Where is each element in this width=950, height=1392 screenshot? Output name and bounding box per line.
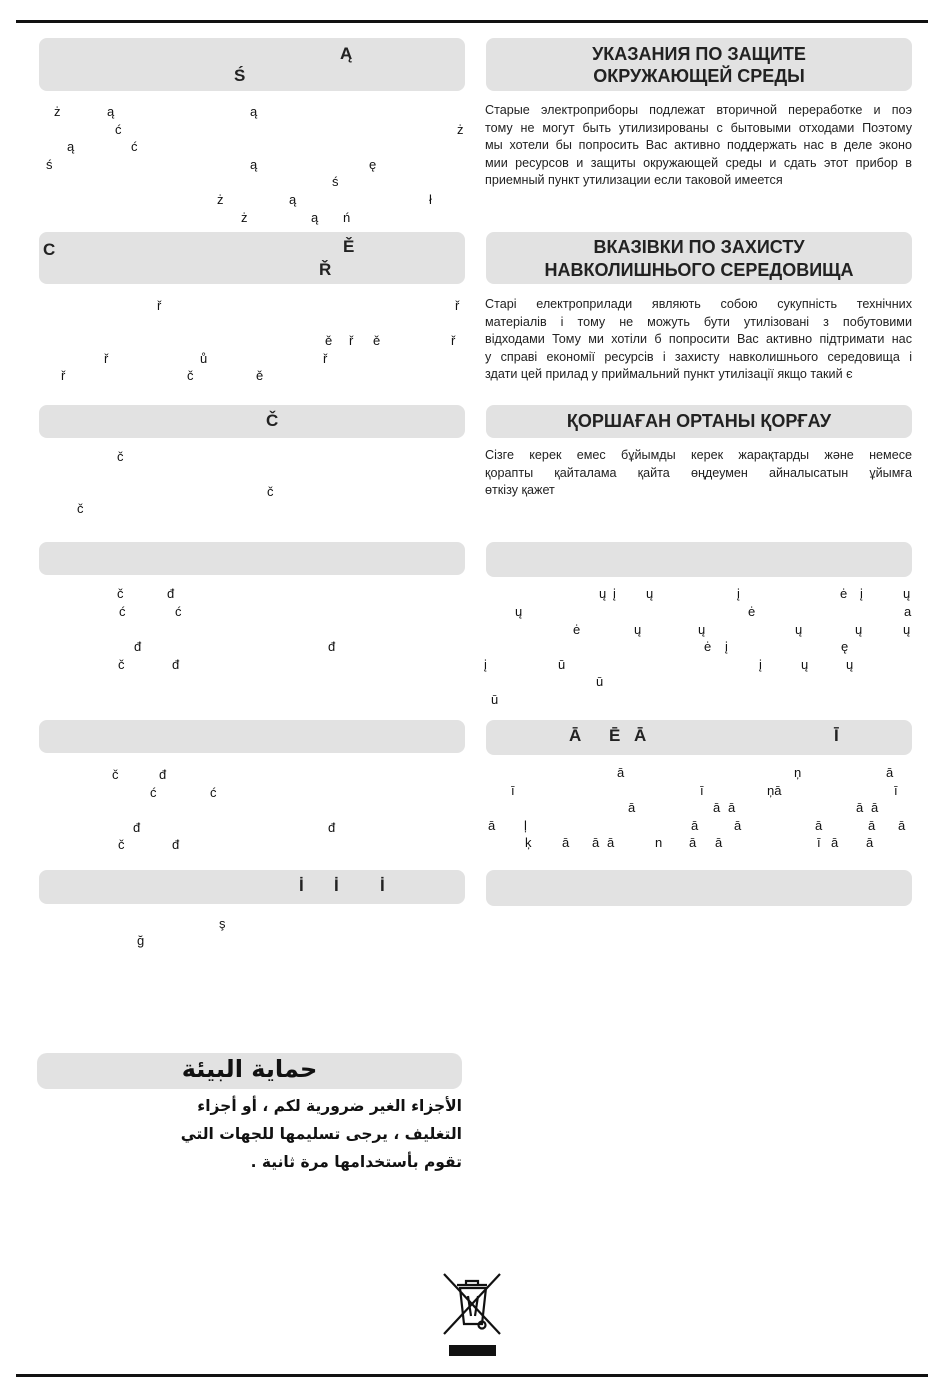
lithuanian-glyph: ū [596, 674, 604, 689]
lithuanian-glyph: į [484, 657, 487, 672]
czech-glyph: ř [104, 351, 109, 366]
slovenian-glyph: đ [172, 837, 180, 852]
polish-glyph: ś [46, 157, 53, 172]
slovenian-glyph: đ [159, 767, 167, 782]
slovak-title: Č [266, 411, 279, 430]
russian-line: мы хотели бы попросить Вас активно поддержать нас в деле эконо [485, 138, 912, 153]
latvian-title-glyph: Ē [609, 726, 621, 745]
croatian-glyph: đ [172, 657, 180, 672]
polish-glyph: ą [311, 210, 319, 225]
latvian-glyph: ļ [524, 818, 527, 833]
russian-line: приемный пункт утилизации если таковой имеется [485, 173, 783, 188]
czech-header [39, 232, 465, 284]
polish-glyph: ż [217, 192, 224, 207]
kazakh-title: ҚОРШАҒАН ОРТАНЫ ҚОРҒАУ [566, 411, 832, 431]
czech-glyph: ě [325, 333, 333, 348]
russian-line: Старые электроприборы подлежат вторичной переработке и поэ [485, 103, 912, 117]
latvian-glyph: ā [868, 818, 876, 833]
lithuanian-glyph: ė [840, 586, 848, 601]
latvian-glyph: ā [871, 800, 879, 815]
polish-title-line2: Ś [234, 66, 246, 85]
latvian-glyph: ā [488, 818, 496, 833]
russian-header [486, 38, 912, 91]
polish-title-line1: Ą [340, 44, 353, 63]
lithuanian-glyph: ų [599, 586, 607, 601]
polish-glyph: ą [107, 104, 115, 119]
latvian-glyph: ā [562, 835, 570, 850]
lithuanian-glyph: į [725, 639, 728, 654]
polish-glyph: ć [115, 122, 122, 137]
polish-glyph: ż [54, 104, 61, 119]
latvian-glyph: ā [734, 818, 742, 833]
slovenian-glyph: ć [210, 785, 217, 800]
lithuanian-glyph: ų [515, 604, 523, 619]
turkish-header [39, 870, 465, 904]
polish-glyph: ń [343, 210, 351, 225]
croatian-glyph: đ [328, 639, 336, 654]
ukrainian-line: відходами Тому ми хотіли б попросити Вас активно підтримати нас [485, 332, 912, 347]
slovenian-header [39, 720, 465, 753]
polish-glyph: ą [289, 192, 297, 207]
turkish-title-glyph: İ [299, 876, 304, 895]
latvian-glyph: ņā [767, 783, 782, 798]
russian-title-line1: УКАЗАНИЯ ПО ЗАЩИТЕ [592, 44, 806, 64]
ukrainian-header [486, 232, 912, 284]
slovak-glyph: č [77, 501, 84, 516]
kazakh-header [486, 405, 912, 438]
russian-body [485, 102, 912, 190]
ukrainian-line: матеріалів і тому не можуть бути утилізовані з побутовими [485, 314, 912, 329]
czech-glyph: č [187, 368, 194, 383]
czech-glyph: ř [61, 368, 66, 383]
top-rule [16, 20, 928, 23]
lithuanian-glyph: ų [855, 622, 863, 637]
latvian-glyph: ā [592, 835, 600, 850]
croatian-glyph: č [117, 586, 124, 601]
ukrainian-line: Старі електроприлади являють собою сукупність технічних [485, 297, 912, 311]
lithuanian-glyph: į [759, 657, 762, 672]
lithuanian-header [486, 542, 912, 577]
czech-title-left: C [43, 240, 56, 259]
czech-glyph: ř [323, 351, 328, 366]
latvian-glyph: ī [511, 783, 515, 798]
bottom-rule [16, 1374, 928, 1377]
latvian-glyph: ī [700, 783, 704, 798]
kazakh-line: Сізге керек емес бұйымды керек жарақтарды және немесе [485, 448, 912, 462]
lithuanian-glyph: ė [748, 604, 756, 619]
slovenian-glyph: č [118, 837, 125, 852]
slovenian-glyph: đ [133, 820, 141, 835]
lithuanian-glyph: ū [491, 692, 499, 707]
arabic-body [150, 1092, 462, 1176]
czech-title-line1: Ě [343, 237, 355, 256]
czech-glyph: ř [451, 333, 456, 348]
lithuanian-glyph: ų [903, 622, 911, 637]
arabic-line: تقوم بأستخدامها مرة ثانية . [250, 1153, 462, 1171]
polish-glyph: ć [131, 139, 138, 154]
latvian-glyph: ā [715, 835, 723, 850]
latvian-glyph: ā [713, 800, 721, 815]
ukrainian-title-line2: НАВКОЛИШНЬОГО СЕРЕДОВИЩА [544, 260, 854, 280]
lithuanian-glyph: ū [558, 657, 566, 672]
lithuanian-glyph: a [904, 604, 912, 619]
polish-glyph: ą [250, 157, 258, 172]
czech-glyph: ř [349, 333, 354, 348]
arabic-title: حماية البيئة [181, 1055, 318, 1083]
latvian-glyph: ņ [794, 765, 802, 780]
croatian-glyph: ć [175, 604, 182, 619]
latvian-glyph: ā [815, 818, 823, 833]
latvian-glyph: n [655, 835, 663, 850]
latvian-glyph: ā [689, 835, 697, 850]
kazakh-line: қорапты қайталама қайта өңдеумен айналысатын ұйымға [485, 465, 912, 480]
ukrainian-title-line1: ВКАЗІВКИ ПО ЗАХИСТУ [593, 237, 805, 257]
latvian-glyph: ā [617, 765, 625, 780]
croatian-glyph: đ [167, 586, 175, 601]
arabic-header [37, 1053, 462, 1089]
slovenian-glyph: đ [328, 820, 336, 835]
czech-title-line2: Ř [319, 260, 332, 279]
kazakh-line: өткізу қажет [485, 483, 555, 498]
polish-glyph: ż [457, 122, 464, 137]
czech-glyph: ě [256, 368, 264, 383]
lithuanian-glyph: ų [698, 622, 706, 637]
latvian-title-glyph: Ā [569, 726, 582, 745]
croatian-glyph: ć [119, 604, 126, 619]
ukrainian-line: у справі економії ресурсів і захисту навколишнього середовища і [485, 349, 912, 364]
latvian-glyph: ā [866, 835, 874, 850]
polish-glyph: ę [369, 157, 377, 172]
croatian-header [39, 542, 465, 575]
empty-header [486, 870, 912, 906]
turkish-title-glyph: İ [334, 876, 339, 895]
arabic-line: الأجزاء الغير ضرورية لكم ، أو أجزاء [197, 1097, 462, 1115]
turkish-title-glyph: İ [380, 876, 385, 895]
polish-glyph: ą [250, 104, 258, 119]
latvian-title-glyph: Ī [834, 726, 839, 745]
lithuanian-glyph: ų [795, 622, 803, 637]
slovak-glyph: č [117, 449, 124, 464]
turkish-glyph: ş [219, 916, 226, 931]
slovak-header [39, 405, 465, 438]
latvian-glyph: ā [886, 765, 894, 780]
russian-line: тому не могут быть утилизированы с бытовыми отходами Поэтому [485, 120, 912, 135]
slovenian-glyph: č [112, 767, 119, 782]
latvian-glyph: ā [831, 835, 839, 850]
czech-glyph: ř [455, 298, 460, 313]
lithuanian-glyph: ų [646, 586, 654, 601]
croatian-glyph: đ [134, 639, 142, 654]
lithuanian-glyph: į [737, 586, 740, 601]
lithuanian-glyph: ę [841, 639, 849, 654]
latvian-glyph: ā [728, 800, 736, 815]
lithuanian-glyph: ų [634, 622, 642, 637]
lithuanian-glyph: į [613, 586, 616, 601]
latvian-glyph: ī [894, 783, 898, 798]
polish-glyph: ś [332, 174, 339, 189]
russian-title-line2: ОКРУЖАЮЩЕЙ СРЕДЫ [593, 66, 805, 86]
ukrainian-line: здати цей прилад у приймальний пункт утилізації якщо такий є [485, 367, 853, 382]
czech-glyph: ů [200, 351, 208, 366]
slovenian-glyph: ć [150, 785, 157, 800]
latvian-title-glyph: Ā [634, 726, 647, 745]
latvian-header [486, 720, 912, 755]
lithuanian-glyph: ų [903, 586, 911, 601]
lithuanian-glyph: ų [846, 657, 854, 672]
lithuanian-glyph: ė [704, 639, 712, 654]
latvian-glyph: ā [691, 818, 699, 833]
latvian-glyph: ā [607, 835, 615, 850]
arabic-line: التغليف ، يرجى تسليمها للجهات التي [180, 1125, 462, 1143]
croatian-glyph: č [118, 657, 125, 672]
lithuanian-glyph: ų [801, 657, 809, 672]
polish-glyph: ł [429, 192, 432, 207]
czech-glyph: ř [157, 298, 162, 313]
latvian-glyph: ā [856, 800, 864, 815]
turkish-glyph: ğ [137, 933, 145, 948]
slovak-glyph: č [267, 484, 274, 499]
kazakh-body [485, 447, 912, 500]
latvian-glyph: ķ [525, 835, 532, 850]
ukrainian-body [485, 296, 912, 384]
polish-header [39, 38, 465, 91]
lithuanian-glyph: ė [573, 622, 581, 637]
latvian-glyph: ā [628, 800, 636, 815]
russian-line: мии ресурсов и защиты окружающей среды и сдать этот прибор в [485, 155, 912, 170]
czech-glyph: ě [373, 333, 381, 348]
latvian-glyph: ī [817, 835, 821, 850]
crossed-out-wheelie-bin-icon [440, 1272, 504, 1360]
latvian-glyph: ā [898, 818, 906, 833]
lithuanian-glyph: į [860, 586, 863, 601]
polish-glyph: ż [241, 210, 248, 225]
polish-glyph: ą [67, 139, 75, 154]
